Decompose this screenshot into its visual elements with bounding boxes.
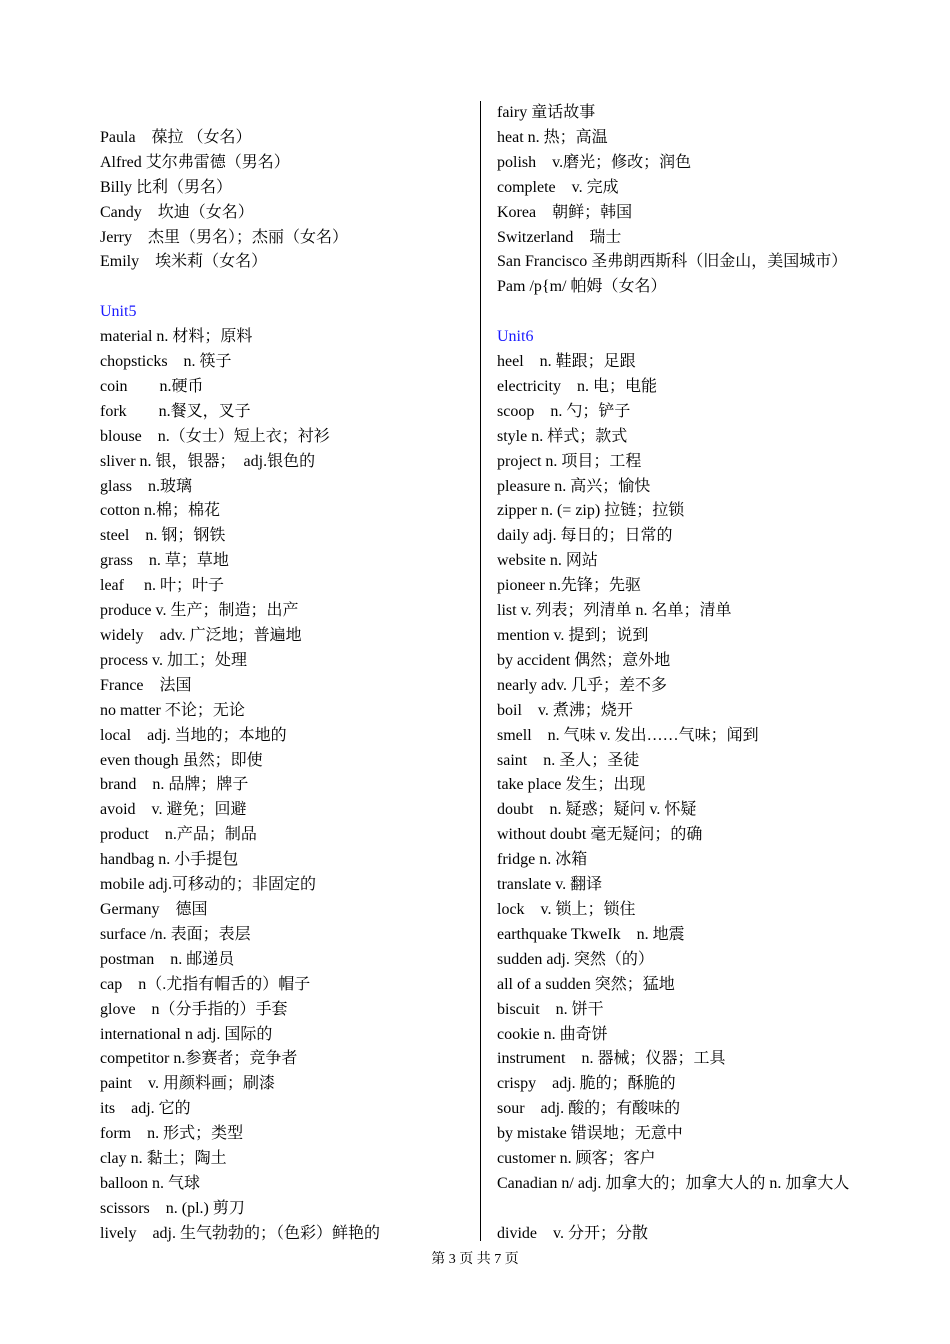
vocab-entry: instrument n. 器械；仪器；工具 bbox=[497, 1050, 726, 1068]
vocab-entry: pioneer n.先锋；先驱 bbox=[497, 577, 641, 595]
vocab-entry: heat n. 热；高温 bbox=[497, 128, 608, 146]
vocab-entry: competitor n.参赛者；竞争者 bbox=[100, 1050, 298, 1068]
vocab-entry: grass n. 草；草地 bbox=[100, 552, 229, 570]
vocab-entry: sliver n. 银，银器； adj.银色的 bbox=[100, 452, 316, 470]
vocab-entry: divide v. 分开；分散 bbox=[497, 1224, 648, 1242]
vocab-entry: mobile adj.可移动的；非固定的 bbox=[100, 876, 316, 894]
vocab-entry: Canadian n/ adj. 加拿大的；加拿大人的 n. 加拿大人 bbox=[497, 1174, 850, 1192]
vocab-entry: fridge n. 冰箱 bbox=[497, 851, 588, 869]
vocab-entry: fairy 童话故事 bbox=[497, 104, 596, 121]
vocab-entry: Emily 埃米莉（女名） bbox=[100, 253, 268, 271]
vocab-entry: smell n. 气味 v. 发出……气味；闻到 bbox=[497, 726, 759, 744]
vocab-entry: nearly adv. 几乎；差不多 bbox=[497, 676, 668, 694]
vocab-entry: brand n. 品牌；牌子 bbox=[100, 776, 249, 794]
blank-line bbox=[497, 1197, 869, 1222]
page-footer: 第 3 页 共 7 页 bbox=[431, 1252, 519, 1267]
blank-line bbox=[497, 300, 869, 325]
vocab-entry: earthquake TkweIk n. 地震 bbox=[497, 925, 685, 943]
vocab-entry: international n adj. 国际的 bbox=[100, 1025, 273, 1043]
vocab-entry: Alfred 艾尔弗雷德（男名） bbox=[100, 153, 290, 171]
left-column bbox=[100, 101, 460, 1247]
vocab-entry: postman n. 邮递员 bbox=[100, 950, 235, 968]
vocab-entry: balloon n. 气球 bbox=[100, 1174, 200, 1192]
vocab-entry: daily adj. 每日的；日常的 bbox=[497, 527, 673, 545]
vocab-entry: Switzerland 瑞士 bbox=[497, 228, 622, 246]
vocab-entry: biscuit n. 饼干 bbox=[497, 1000, 604, 1018]
vocab-entry: France 法国 bbox=[100, 676, 192, 694]
blank-line bbox=[100, 275, 460, 300]
vocab-entry: customer n. 顾客；客户 bbox=[497, 1150, 656, 1168]
vocab-entry: steel n. 钢；钢铁 bbox=[100, 527, 226, 545]
vocab-entry: glass n.玻璃 bbox=[100, 477, 193, 495]
vocab-entry: Billy 比利（男名） bbox=[100, 178, 233, 196]
vocab-entry: pleasure n. 高兴；愉快 bbox=[497, 477, 651, 495]
vocab-entry: blouse n.（女士）短上衣；衬衫 bbox=[100, 427, 330, 445]
vocab-entry: clay n. 黏土；陶土 bbox=[100, 1150, 227, 1168]
vocab-entry: fork n.餐叉，叉子 bbox=[100, 402, 251, 420]
vocab-entry: leaf n. 叶；叶子 bbox=[100, 577, 224, 595]
vocab-entry: Jerry 杰里（男名）；杰丽（女名） bbox=[100, 228, 348, 246]
vocab-entry: translate v. 翻译 bbox=[497, 876, 603, 894]
vocab-entry: cap n（.尤指有帽舌的）帽子 bbox=[100, 975, 311, 993]
vocab-entry: San Francisco 圣弗朗西斯科（旧金山，美国城市）Pam /p{m/ 帕姆（女名） bbox=[497, 253, 848, 296]
vocab-entry: form n. 形式；类型 bbox=[100, 1125, 244, 1143]
vocab-entry: produce v. 生产；制造；出产 bbox=[100, 602, 299, 620]
vocab-entry: list v. 列表；列清单 n. 名单；清单 bbox=[497, 602, 732, 620]
vocab-entry: complete v. 完成 bbox=[497, 178, 619, 196]
vocab-entry: style n. 样式；款式 bbox=[497, 427, 628, 445]
right-column bbox=[497, 101, 869, 1247]
vocab-entry: scoop n. 勺；铲子 bbox=[497, 402, 631, 420]
vocab-entry: Korea 朝鲜；韩国 bbox=[497, 203, 633, 221]
vocab-entry: coin n.硬币 bbox=[100, 377, 204, 395]
vocab-entry: mention v. 提到；说到 bbox=[497, 627, 649, 645]
vocab-entry: doubt n. 疑惑；疑问 v. 怀疑 bbox=[497, 801, 697, 819]
vocab-entry: handbag n. 小手提包 bbox=[100, 851, 239, 869]
vocab-entry: by accident 偶然；意外地 bbox=[497, 651, 671, 669]
blank-line bbox=[100, 101, 460, 126]
vocab-entry: surface /n. 表面；表层 bbox=[100, 925, 251, 943]
vocab-entry: electricity n. 电；电能 bbox=[497, 377, 657, 395]
column-divider bbox=[480, 101, 481, 1241]
vocab-entry: boil v. 煮沸；烧开 bbox=[497, 701, 633, 719]
vocab-entry: Candy 坎迪（女名） bbox=[100, 203, 254, 221]
vocab-entry: lock v. 锁上；锁住 bbox=[497, 900, 636, 918]
vocab-entry: sour adj. 酸的；有酸味的 bbox=[497, 1100, 681, 1118]
vocab-entry: zipper n. (= zip) 拉链；拉锁 bbox=[497, 502, 685, 520]
vocab-entry: glove n（分手指的）手套 bbox=[100, 1000, 288, 1018]
vocab-entry: Paula 葆拉 （女名） bbox=[100, 128, 252, 146]
vocab-entry: by mistake 错误地；无意中 bbox=[497, 1125, 683, 1143]
vocab-entry: take place 发生；出现 bbox=[497, 776, 646, 794]
vocab-entry: Germany 德国 bbox=[100, 900, 208, 918]
vocab-entry: sudden adj. 突然（的） bbox=[497, 950, 654, 968]
unit-heading: Unit6 bbox=[497, 328, 534, 346]
vocab-entry: no matter 不论；无论 bbox=[100, 701, 245, 719]
vocab-entry: paint v. 用颜料画；刷漆 bbox=[100, 1075, 275, 1093]
vocab-entry: polish v.磨光；修改；润色 bbox=[497, 153, 692, 171]
vocab-entry: local adj. 当地的；本地的 bbox=[100, 726, 287, 744]
vocab-entry: without doubt 毫无疑问；的确 bbox=[497, 826, 703, 844]
vocab-entry: cookie n. 曲奇饼 bbox=[497, 1025, 608, 1043]
vocab-entry: chopsticks n. 筷子 bbox=[100, 353, 232, 371]
vocab-entry: all of a sudden 突然；猛地 bbox=[497, 975, 675, 993]
vocab-entry: material n. 材料；原料 bbox=[100, 328, 253, 346]
vocab-entry: scissors n. (pl.) 剪刀 bbox=[100, 1199, 245, 1217]
vocab-entry: heel n. 鞋跟；足跟 bbox=[497, 353, 636, 371]
vocab-entry: project n. 项目；工程 bbox=[497, 452, 642, 470]
vocab-entry: widely adv. 广泛地；普遍地 bbox=[100, 627, 302, 644]
vocab-entry: its adj. 它的 bbox=[100, 1100, 191, 1118]
vocab-entry: product n.产品；制品 bbox=[100, 826, 257, 844]
vocab-entry: saint n. 圣人；圣徒 bbox=[497, 751, 640, 769]
vocab-entry: crispy adj. 脆的；酥脆的 bbox=[497, 1075, 676, 1093]
vocab-entry: even though 虽然；即使 bbox=[100, 751, 263, 769]
vocab-entry: website n. 网站 bbox=[497, 552, 598, 570]
vocab-entry: lively adj. 生气勃勃的；（色彩）鲜艳的 bbox=[100, 1224, 380, 1242]
unit-heading: Unit5 bbox=[100, 303, 137, 321]
vocab-entry: cotton n.棉；棉花 bbox=[100, 502, 220, 520]
vocab-entry: avoid v. 避免；回避 bbox=[100, 801, 247, 819]
vocab-entry: process v. 加工；处理 bbox=[100, 651, 247, 669]
